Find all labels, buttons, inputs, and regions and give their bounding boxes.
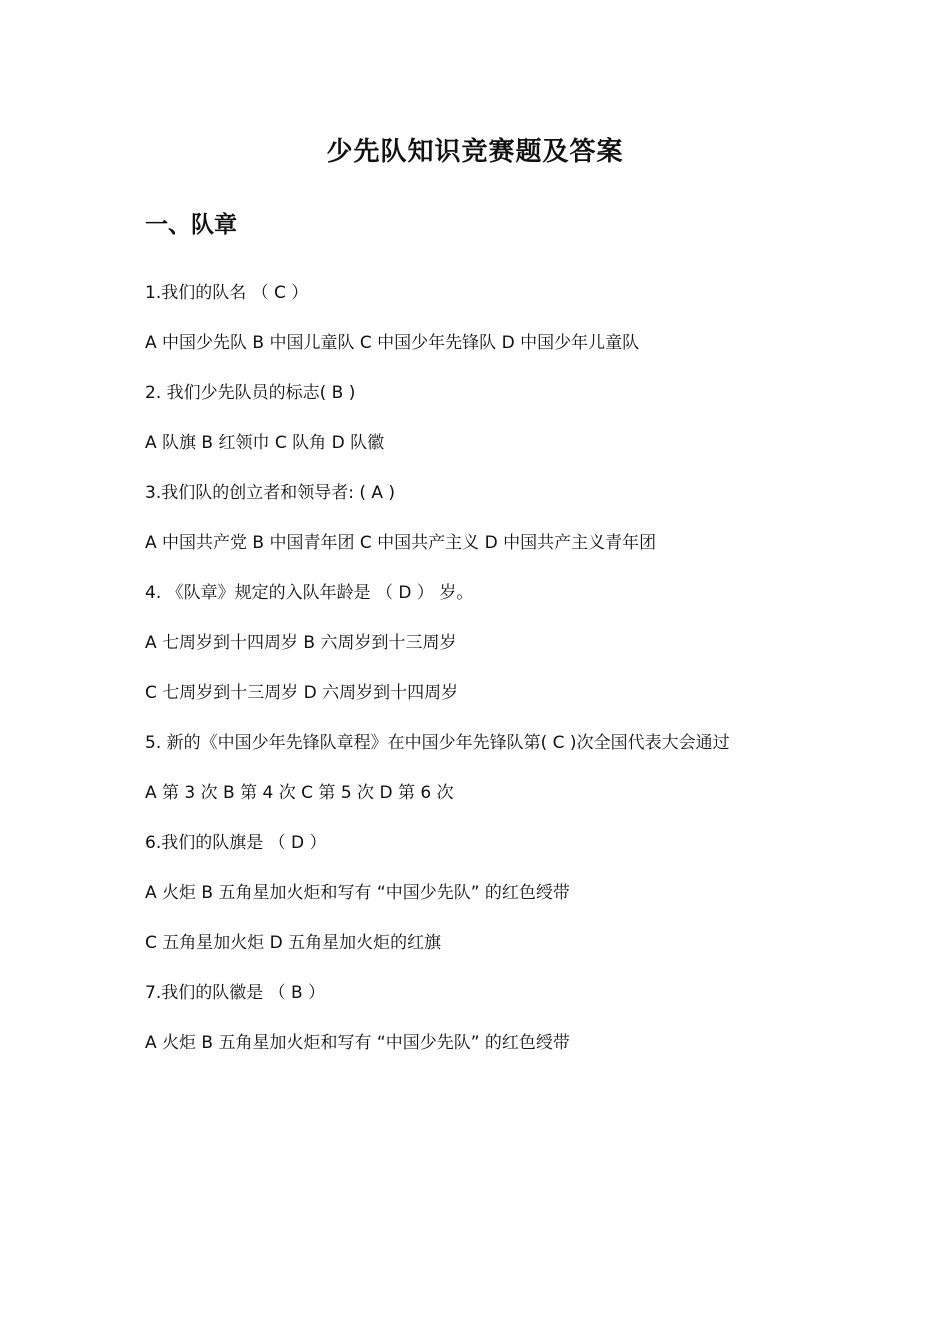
question-list	[145, 280, 905, 1080]
question-prompt: 1.我们的队名 （ C ）	[145, 283, 309, 303]
question-prompt: 5. 新的《中国少年先锋队章程》在中国少年先锋队第( C )次全国代表大会通过	[145, 733, 730, 753]
question-5	[145, 730, 905, 806]
question-prompt: 3.我们队的创立者和领导者: ( A )	[145, 483, 396, 503]
question-prompt: 6.我们的队旗是 （ D ）	[145, 833, 327, 853]
document-title: 少先队知识竞赛题及答案	[326, 137, 624, 167]
question-prompt: 4. 《队章》规定的入队年龄是 （ D ） 岁。	[145, 583, 474, 603]
question-options: A 中国共产党 B 中国青年团 C 中国共产主义 D 中国共产主义青年团	[145, 533, 657, 553]
question-options: A 第 3 次 B 第 4 次 C 第 5 次 D 第 6 次	[145, 783, 454, 803]
question-options: A 队旗 B 红领巾 C 队角 D 队徽	[145, 433, 385, 453]
question-prompt: 2. 我们少先队员的标志( B )	[145, 383, 356, 403]
question-7	[145, 980, 905, 1056]
question-1	[145, 280, 905, 356]
question-options: C 五角星加火炬 D 五角星加火炬的红旗	[145, 933, 442, 953]
question-4	[145, 580, 905, 706]
question-options: A 火炬 B 五角星加火炬和写有 “中国少先队” 的红色绶带	[145, 883, 570, 903]
question-6	[145, 830, 905, 956]
question-prompt: 7.我们的队徽是 （ B ）	[145, 983, 326, 1003]
question-options: A 火炬 B 五角星加火炬和写有 “中国少先队” 的红色绶带	[145, 1033, 570, 1053]
question-options: A 七周岁到十四周岁 B 六周岁到十三周岁	[145, 633, 457, 653]
question-2	[145, 380, 905, 456]
question-3	[145, 480, 905, 556]
question-options: A 中国少先队 B 中国儿童队 C 中国少年先锋队 D 中国少年儿童队	[145, 333, 640, 353]
section-heading: 一、队章	[145, 212, 237, 238]
question-options: C 七周岁到十三周岁 D 六周岁到十四周岁	[145, 683, 459, 703]
